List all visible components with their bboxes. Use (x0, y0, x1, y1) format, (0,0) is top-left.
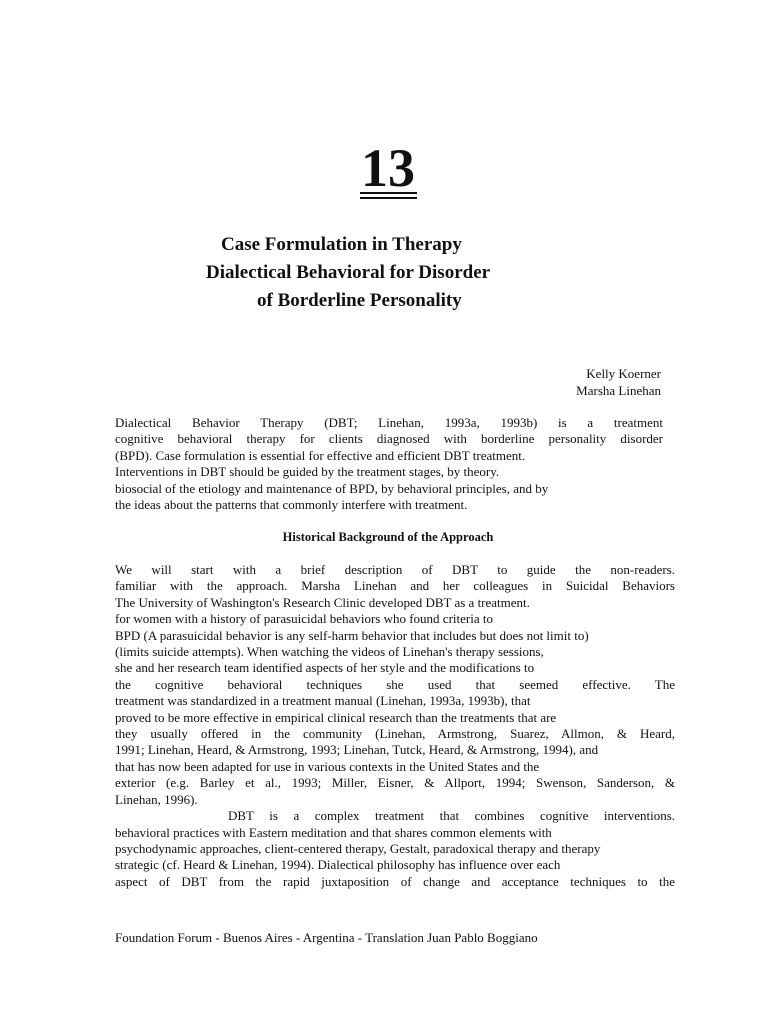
text-line: psychodynamic approaches, client-centered therapy, Gestalt, paradoxical therapy and therapy (115, 840, 601, 856)
text-line: familiar with the approach. Marsha Linehan and her colleagues in Suicidal Behaviors (115, 578, 675, 594)
text-line: The University of Washington's Research Clinic developed DBT as a treatment. (115, 594, 530, 610)
chapter-underline-top (360, 192, 417, 194)
text-line: (limits suicide attempts). When watching the videos of Linehan's therapy sessions, (115, 644, 544, 660)
text-line: biosocial of the etiology and maintenance of BPD, by behavioral principles, and by (115, 480, 549, 496)
section-heading: Historical Background of the Approach (282, 530, 494, 544)
author-name: Kelly Koerner (586, 366, 661, 381)
text-line: treatment was standardized in a treatment manual (Linehan, 1993a, 1993b), that (115, 693, 531, 709)
chapter-number: 13 (361, 138, 415, 198)
text-line: 1991; Linehan, Heard, & Armstrong, 1993; Linehan, Tutck, Heard, & Armstrong, 1994), and (115, 742, 599, 758)
section-body (115, 562, 675, 890)
text-line: aspect of DBT from the rapid juxtaposition of change and acceptance techniques to the (115, 873, 675, 889)
text-line: We will start with a brief description of DBT to guide the non-readers. (115, 562, 675, 577)
text-line: Linehan, 1996). (115, 791, 198, 807)
text-line: exterior (e.g. Barley et al., 1993; Miller, Eisner, & Allport, 1994; Swenson, Sanderson, & (115, 775, 675, 791)
text-line: Dialectical Behavior Therapy (DBT; Linehan, 1993a, 1993b) is a treatment (115, 415, 663, 430)
intro-paragraph (115, 415, 663, 513)
chapter-title-line-1: Case Formulation in Therapy (221, 234, 462, 255)
text-line: strategic (cf. Heard & Linehan, 1994). Dialectical philosophy has influence over each (115, 857, 561, 873)
text-line: the ideas about the patterns that commonly interfere with treatment. (115, 497, 468, 513)
text-line: they usually offered in the community (Linehan, Armstrong, Suarez, Allmon, & Heard, (115, 726, 675, 742)
text-line: proved to be more effective in empirical clinical research than the treatments that are (115, 709, 557, 725)
text-line: BPD (A parasuicidal behavior is any self-harm behavior that includes but does not limit to) (115, 627, 589, 643)
chapter-title-line-3: of Borderline Personality (257, 290, 462, 311)
author-name: Marsha Linehan (576, 383, 661, 398)
text-line: behavioral practices with Eastern meditation and that shares common elements with (115, 824, 552, 840)
text-line: the cognitive behavioral techniques she used that seemed effective. The (115, 676, 675, 692)
text-line: DBT is a complex treatment that combines cognitive interventions. (228, 808, 675, 824)
chapter-title-line-2: Dialectical Behavioral for Disorder (206, 262, 491, 283)
text-line: she and her research team identified aspects of her style and the modifications to (115, 660, 535, 676)
text-line: that has now been adapted for use in various contexts in the United States and the (115, 758, 540, 774)
text-line: (BPD). Case formulation is essential for effective and efficient DBT treatment. (115, 447, 526, 463)
chapter-underline-bottom (360, 197, 417, 199)
page-footer: Foundation Forum - Buenos Aires - Argentina - Translation Juan Pablo Boggiano (115, 930, 538, 945)
text-line: for women with a history of parasuicidal behaviors who found criteria to (115, 611, 493, 627)
text-line: Interventions in DBT should be guided by the treatment stages, by theory. (115, 464, 500, 480)
text-line: cognitive behavioral therapy for clients diagnosed with borderline personality disorder (115, 431, 663, 447)
